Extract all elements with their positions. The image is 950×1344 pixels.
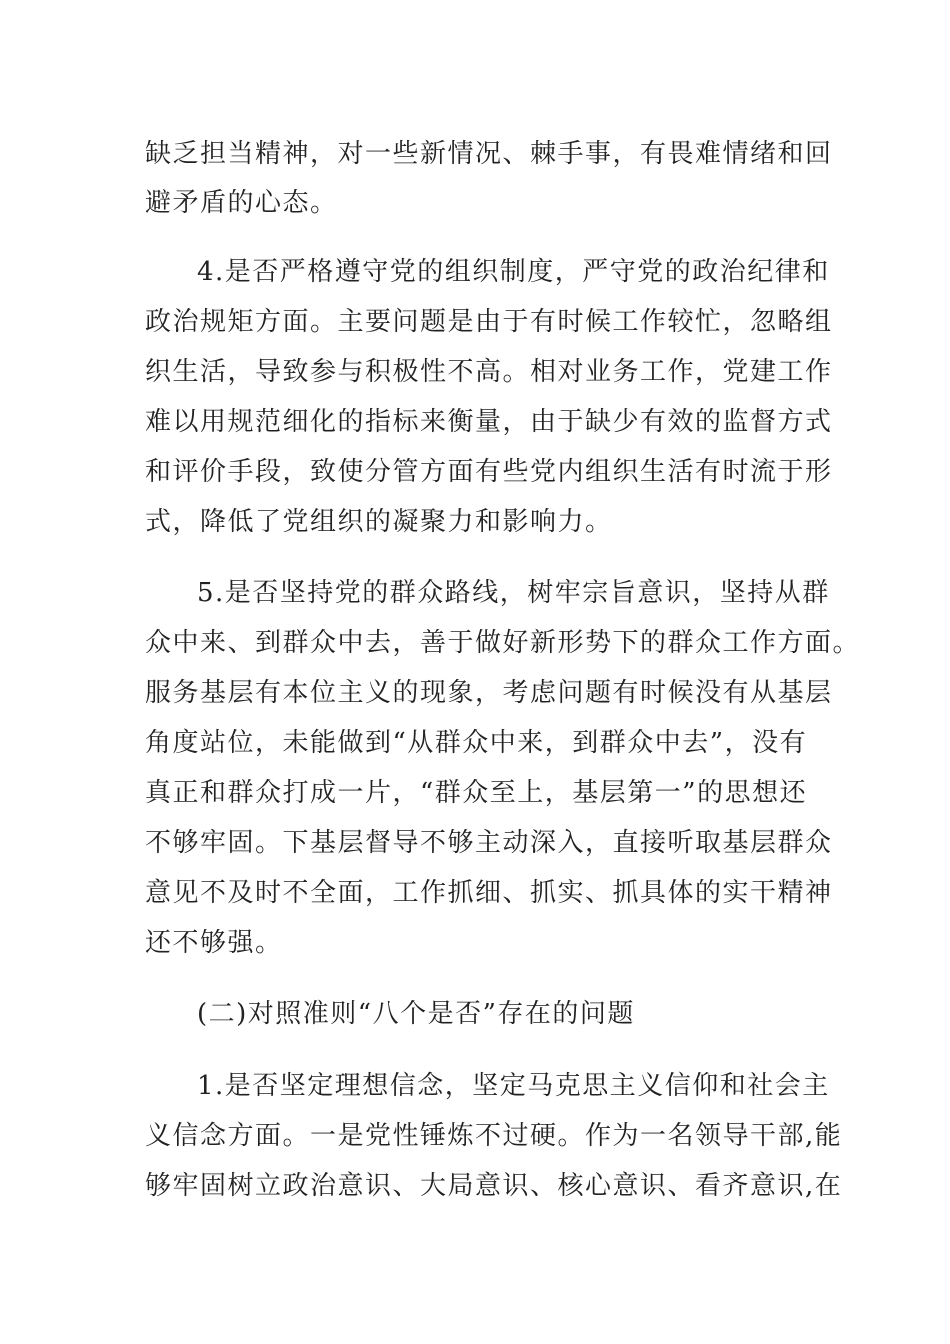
text-line: 众中来、到群众中去，善于做好新形势下的群众工作方面。 (145, 628, 861, 658)
text-line: 4.是否严格遵守党的组织制度，严守党的政治纪律和 (197, 257, 830, 287)
text-line: 5.是否坚持党的群众路线，树牢宗旨意识，坚持从群 (197, 578, 830, 608)
text-line: 还不够强。 (145, 928, 283, 958)
text-line: 织生活，导致参与积极性不高。相对业务工作，党建工作 (145, 357, 833, 387)
text-line: 角度站位，未能做到“从群众中来，到群众中去”，没有 (145, 728, 808, 758)
section-heading: (二)对照准则“八个是否”存在的问题 (197, 999, 635, 1029)
text-line: 避矛盾的心态。 (145, 188, 338, 218)
text-line: 政治规矩方面。主要问题是由于有时候工作较忙，忽略组 (145, 307, 833, 337)
text-line: 不够牢固。下基层督导不够主动深入，直接听取基层群众 (145, 828, 833, 858)
text-line: 服务基层有本位主义的现象，考虑问题有时候没有从基层 (145, 678, 833, 708)
text-line: 缺乏担当精神，对一些新情况、棘手事，有畏难情绪和回 (145, 139, 833, 169)
text-line: 够牢固树立政治意识、大局意识、核心意识、看齐意识,在 (145, 1171, 843, 1201)
text-line: 难以用规范细化的指标来衡量，由于缺少有效的监督方式 (145, 407, 833, 437)
text-line: 真正和群众打成一片，“群众至上，基层第一”的思想还 (145, 778, 808, 808)
text-line: 1.是否坚定理想信念，坚定马克思主义信仰和社会主 (197, 1071, 830, 1101)
text-line: 义信念方面。一是党性锤炼不过硬。作为一名领导干部,能 (145, 1121, 843, 1151)
text-line: 和评价手段，致使分管方面有些党内组织生活有时流于形 (145, 457, 833, 487)
text-line: 式，降低了党组织的凝聚力和影响力。 (145, 507, 613, 537)
text-line: 意见不及时不全面，工作抓细、抓实、抓具体的实干精神 (145, 878, 833, 908)
